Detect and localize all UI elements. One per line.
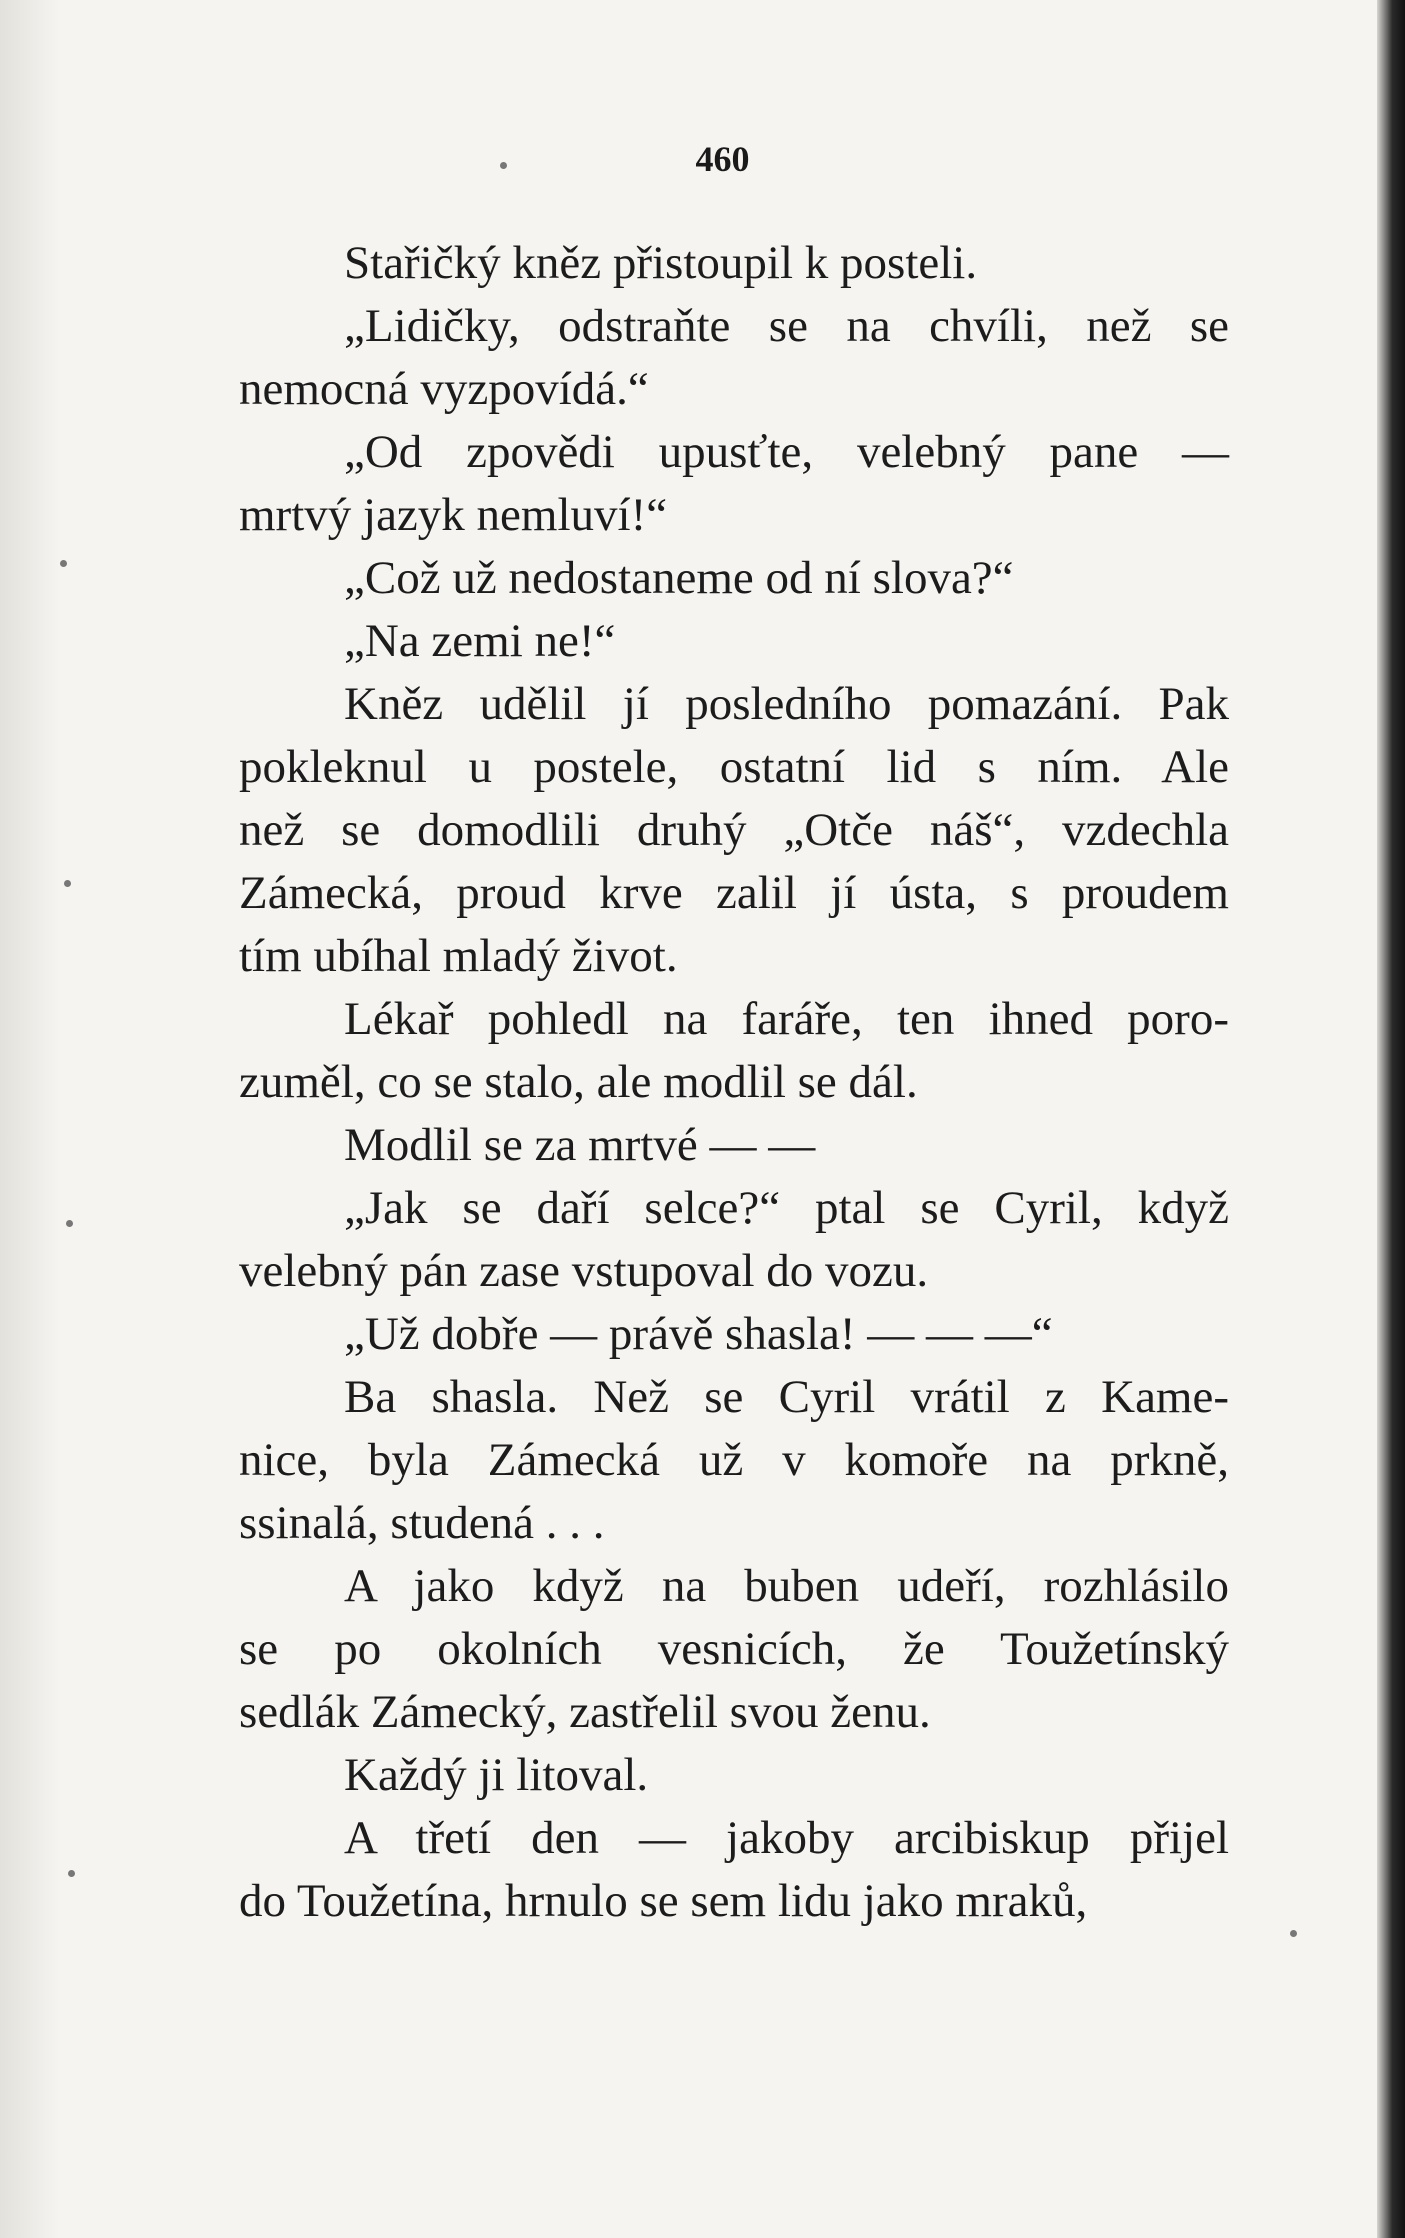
paragraph [239, 232, 1229, 295]
page-edge-shadow [1377, 0, 1405, 2238]
text-line: tím ubíhal mladý život. [239, 930, 678, 982]
text-line: A třetí den — jakoby arcibiskup přijel [344, 1812, 1229, 1864]
text-line: nemocná vyzpovídá.“ [239, 363, 649, 415]
print-speck [500, 162, 507, 169]
text-line: Stařičký kněz přistoupil k posteli. [344, 237, 978, 289]
page-number: 460 [695, 139, 750, 179]
text-line: zuměl, co se stalo, ale modlil se dál. [239, 1056, 918, 1108]
paragraph [239, 1177, 1229, 1303]
text-line: „Což už nedostaneme od ní slova?“ [344, 552, 1014, 604]
text-line: nice, byla Zámecká už v komoře na prkně, [239, 1434, 1229, 1486]
text-line: „Na zemi ne!“ [344, 615, 616, 667]
body-text [239, 232, 1229, 1933]
text-line: Modlil se za mrtvé — — [344, 1119, 816, 1171]
text-line: sedlák Zámecký, zastřelil svou ženu. [239, 1686, 931, 1738]
text-line: „Lidičky, odstraňte se na chvíli, než se [344, 300, 1229, 352]
paragraph [239, 610, 1229, 673]
paragraph [239, 295, 1229, 421]
text-line: velebný pán zase vstupoval do vozu. [239, 1245, 929, 1297]
paragraph [239, 1744, 1229, 1807]
text-line: „Jak se daří selce?“ ptal se Cyril, když [344, 1182, 1229, 1234]
paragraph [239, 421, 1229, 547]
text-line: pokleknul u postele, ostatní lid s ním. Ale [239, 741, 1229, 793]
text-line: „Už dobře — právě shasla! — — —“ [344, 1308, 1053, 1360]
text-line: do Toužetína, hrnulo se sem lidu jako mraků, [239, 1875, 1088, 1927]
text-line: ssinalá, studená . . . [239, 1497, 605, 1549]
print-speck [66, 1220, 73, 1227]
paragraph [239, 1303, 1229, 1366]
page-gutter-shading [0, 0, 60, 2238]
print-speck [64, 880, 71, 887]
text-line: Zámecká, proud krve zalil jí ústa, s proudem [239, 867, 1229, 919]
paragraph [239, 988, 1229, 1114]
print-speck [1290, 1930, 1297, 1937]
text-line: Kněz udělil jí posledního pomazání. Pak [344, 678, 1229, 730]
paragraph [239, 1555, 1229, 1744]
text-line: než se domodlili druhý „Otče náš“, vzdechla [239, 804, 1229, 856]
print-speck [60, 560, 67, 567]
text-line: Každý ji litoval. [344, 1749, 649, 1801]
text-line: „Od zpovědi upusťte, velebný pane — [344, 426, 1229, 478]
paragraph [239, 547, 1229, 610]
text-line: Lékař pohledl na faráře, ten ihned poro- [344, 993, 1229, 1045]
text-line: mrtvý jazyk nemluví!“ [239, 489, 668, 541]
text-line: se po okolních vesnicích, že Toužetínský [239, 1623, 1229, 1675]
paragraph [239, 1114, 1229, 1177]
paragraph [239, 1807, 1229, 1933]
text-line: Ba shasla. Než se Cyril vrátil z Kame- [344, 1371, 1229, 1423]
text-line: A jako když na buben udeří, rozhlásilo [344, 1560, 1229, 1612]
print-speck [68, 1870, 75, 1877]
paragraph [239, 1366, 1229, 1555]
paragraph [239, 673, 1229, 988]
